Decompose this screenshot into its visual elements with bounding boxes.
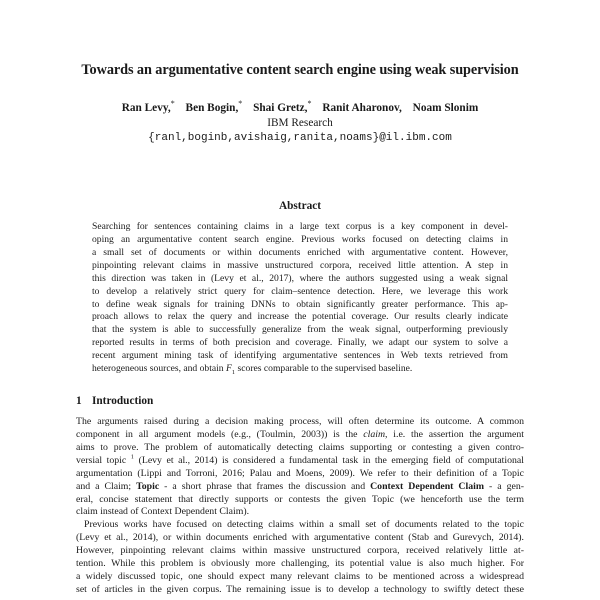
intro-body — [76, 416, 524, 597]
f1-symbol: F — [226, 363, 232, 375]
abstract-line: oping an argumentative content search engine. Previous works focused on detecting claims in — [92, 233, 508, 245]
body-line: and a Claim; Topic - a short phrase that frames the discussion and Context Dependent Claim - a gen- — [76, 480, 524, 492]
author: Noam Slonim — [412, 102, 479, 114]
author: Shai Gretz,* — [253, 99, 312, 114]
abstract-line: heterogeneous sources, and obtain $F_1$ scores comparable to the supervised baseline. — [92, 363, 413, 377]
body-line: tention. While this problem is obviously more challenging, its potential value is also much higher. For — [76, 558, 524, 570]
topic-term: Topic — [136, 480, 160, 492]
body-line: component in all argument models (e.g., (Toulmin, 2003)) is the claim, i.e. the assertion the argument — [76, 428, 525, 440]
body-line: set of articles in the given corpus. The remaining issue is to develop a technology to swiftly detect these — [76, 583, 524, 595]
abstract-line: reported results in terms of both precision and coverage. Finally, we adapt our system to solve a — [92, 337, 508, 349]
section-number: 1 — [76, 395, 82, 407]
abstract-line: that the system is able to successfully generalize from the weak signal, outperforming previously — [92, 324, 508, 336]
body-line: argumentation (Lippi and Torroni, 2016; Palau and Moens, 2009). We refer to their definition of a Topic — [76, 467, 524, 479]
body-line: Previous works have focused on detecting claims within a small set of documents related to the topic — [84, 519, 524, 531]
abstract-body — [92, 221, 508, 376]
paper-title: Towards an argumentative content search engine using weak supervision — [81, 62, 519, 78]
body-line: a widely discussed topic, one should expect many relevant claims to be mentioned across a widespread — [76, 571, 524, 583]
body-line: eral, concise statement that directly supports or contests the given Topic (we henceforth use the term — [76, 493, 524, 505]
author: Ranit Aharonov, — [322, 102, 402, 114]
body-line: However, pinpointing relevant claims within massive unstructured corpora, received relatively little at- — [76, 545, 524, 557]
body-line: The arguments raised during a decision making process, will often determine its outcome. A common — [76, 416, 524, 427]
abstract-line: pinpointing relevant claims in massive unstructured corpora, received little attention. A step in — [92, 259, 508, 271]
abstract-line: this direction was taken in (Levy et al., 2017), where the authors suggested using a weak signal — [92, 272, 508, 284]
cdc-term: Context Dependent Claim — [370, 480, 485, 492]
abstract-heading: Abstract — [278, 200, 322, 212]
section-title: Introduction — [92, 395, 154, 407]
abstract-line: Searching for sentences containing claims in a large text corpus is a key component in devel- — [92, 221, 508, 232]
author-emails: {ranl,boginb,avishaig,ranita,noams}@il.ibm.com — [148, 132, 452, 144]
body-line: aims to prove. The problem of automatically detecting claims supporting or contesting a given contro- — [76, 441, 524, 453]
abstract-line: a small set of documents or within documents enriched with argumentative content. However, — [92, 246, 508, 258]
footnote-mark[interactable]: 1 — [130, 453, 135, 461]
body-line: claim instead of Context Dependent Claim). — [76, 506, 250, 518]
body-line: versial topic $^1$ (Levy et al., 2014) is considered a fundamental task in the emerging field of computational — [76, 453, 524, 466]
author-list — [0, 99, 600, 114]
body-line: (Levy et al., 2014), or within documents enriched with argumentative content (Stab and Gurevych, 2014). — [76, 532, 524, 544]
abstract-line: proach allows to relax the query and increase the potential coverage. Our results clearly indicate — [92, 311, 508, 323]
abstract-line: recent argument mining task of identifying argumentative sentences in Web texts retrieved from — [92, 350, 508, 362]
section-heading — [76, 395, 153, 407]
abstract-line: to develop a relatively strict query for claim–sentence detection. Here, we leverage this work — [92, 285, 508, 297]
author: Ben Bogin,* — [185, 99, 243, 114]
abstract-line: to define weak signals for training DNNs to obtain significantly greater performance. This ap- — [92, 298, 508, 310]
affiliation: IBM Research — [267, 117, 333, 129]
claim-term: claim — [363, 428, 386, 440]
author: Ran Levy,* — [121, 99, 175, 114]
